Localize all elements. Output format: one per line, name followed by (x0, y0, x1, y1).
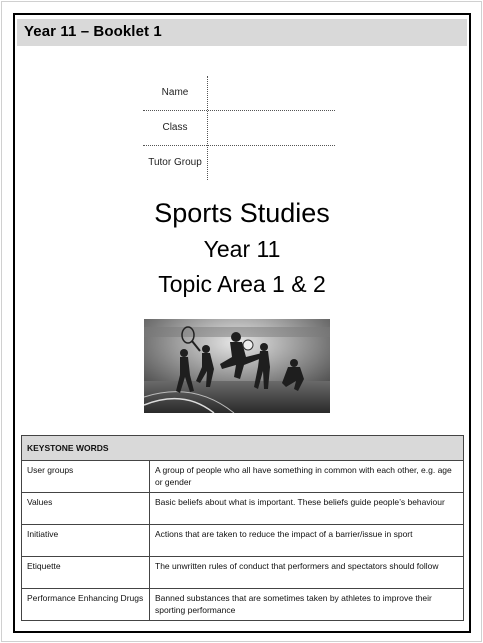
topic-title: Topic Area 1 & 2 (158, 271, 326, 297)
student-details (143, 76, 335, 180)
table-row (22, 557, 464, 589)
term-cell: Etiquette (22, 557, 150, 589)
class-label: Class (162, 122, 188, 133)
details-vertical-divider (207, 76, 208, 180)
table-heading: KEYSTONE WORDS (22, 436, 464, 461)
booklet-title: Year 11 – Booklet 1 (24, 23, 162, 40)
definition-cell: The unwritten rules of conduct that performers and spectators should follow (150, 557, 464, 589)
name-label: Name (161, 87, 189, 98)
table-row (22, 461, 464, 493)
class-row (143, 111, 335, 145)
year-title: Year 11 (203, 236, 281, 262)
tutor-group-label: Tutor Group (148, 157, 202, 168)
definition-cell: A group of people who all have something in common with each other, e.g. age or gender (150, 461, 464, 493)
definition-cell: Basic beliefs about what is important. These beliefs guide people’s behaviour (150, 493, 464, 525)
definition-cell: Banned substances that are sometimes taken by athletes to improve their sporting performance (150, 589, 464, 621)
booklet-header (17, 19, 467, 46)
name-row (143, 76, 335, 110)
term-cell: Performance Enhancing Drugs (22, 589, 150, 621)
term-cell: Values (22, 493, 150, 525)
table-header-row (22, 436, 464, 461)
term-cell: Initiative (22, 525, 150, 557)
table-row (22, 589, 464, 621)
keystone-words-table (21, 435, 464, 621)
definition-cell: Actions that are taken to reduce the impact of a barrier/issue in sport (150, 525, 464, 557)
table-row (22, 493, 464, 525)
table-row (22, 525, 464, 557)
booklet-cover (13, 13, 471, 633)
sports-collage-image (144, 319, 330, 413)
term-cell: User groups (22, 461, 150, 493)
subject-title: Sports Studies (154, 198, 330, 228)
tutor-group-row (143, 146, 335, 180)
